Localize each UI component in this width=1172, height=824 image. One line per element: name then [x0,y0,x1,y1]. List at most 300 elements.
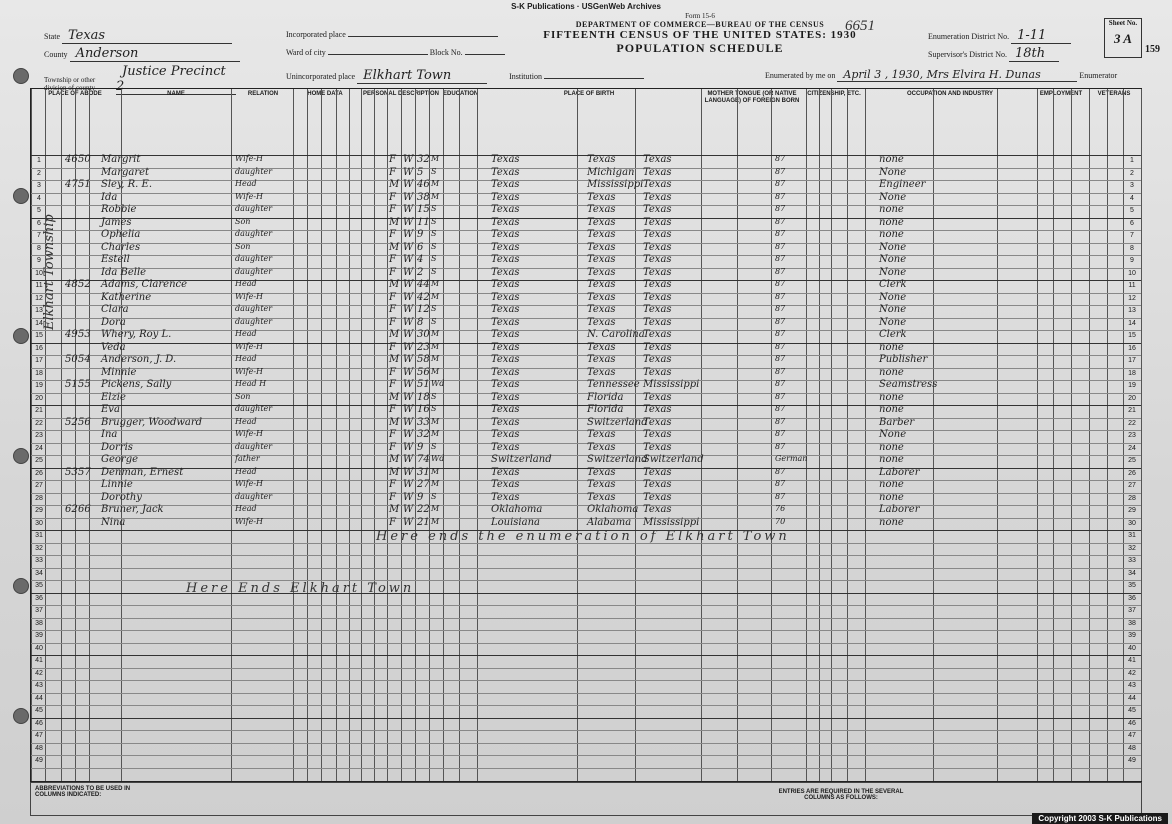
supervisor-label: Supervisor's District No. [928,50,1007,59]
cell-occupation: none [879,491,904,503]
grid-row-line [31,555,1141,556]
supervisor-value: 18th [1015,46,1046,61]
line-number: 40 [1128,644,1136,652]
cell-age: 21 [417,516,430,528]
cell-sex: M [389,241,400,253]
cell-code: 87 [775,291,786,301]
cell-birth: Oklahoma [491,504,543,515]
cell-name: Nina [101,516,126,528]
cell-race: W [403,404,414,415]
cell-mother: Texas [643,291,672,303]
cell-father: Tennessee [587,379,640,390]
cell-ms: S [431,304,437,313]
cell-father: Texas [587,266,616,278]
line-number: 38 [35,619,43,627]
group-veterans: VETERANS [1097,91,1131,97]
line-number: 16 [35,344,43,352]
grid-row-line [31,218,1141,219]
cell-birth: Texas [491,479,520,490]
hole-icon [13,708,29,724]
cell-father: Alabama [587,516,632,528]
cell-mother: Texas [643,491,672,503]
line-number: 27 [1128,482,1136,489]
cell-dwelling: 62 [65,504,78,515]
grid-row-line [31,505,1141,506]
cell-sex: F [389,229,396,240]
cell-age: 44 [417,279,430,290]
line-number: 4 [1130,194,1134,202]
line-number: 32 [35,544,43,552]
line-number: 13 [1128,307,1136,314]
line-number: 37 [1128,607,1136,614]
line-number: 22 [35,419,43,427]
cell-occupation: Laborer [879,466,920,478]
ward-field [286,48,505,57]
enum-district-field [928,28,1071,44]
cell-name: Sley, R. E. [101,179,153,190]
cell-code: 87 [775,404,786,413]
cell-ms: S [431,391,437,401]
line-number: 44 [35,694,43,702]
population-table [30,88,1142,782]
line-number: 34 [35,569,43,577]
line-number: 46 [35,719,43,727]
grid-row-line [31,468,1141,469]
cell-mother: Texas [643,179,672,190]
cell-dwelling: 48 [65,279,78,290]
cell-dwelling: 51 [65,379,78,390]
cell-ms: M [431,504,440,513]
cell-name: Dora [101,316,126,328]
grid-row-line [31,768,1141,769]
line-number: 19 [35,382,43,389]
cell-occupation: None [879,241,907,253]
line-number: 28 [35,494,43,502]
line-number: 23 [1128,432,1136,439]
cell-age: 38 [417,191,430,203]
grid-row-line [31,305,1141,306]
cell-race: W [403,216,414,228]
cell-family: 51 [78,179,91,190]
cell-father: Texas [587,254,616,265]
line-number: 1 [1130,157,1134,164]
cell-mother: Texas [643,429,672,440]
cell-ms: S [431,254,437,263]
cell-age: 58 [417,354,430,365]
cell-name: James [101,216,132,228]
institution-label: Institution [509,72,542,81]
grid-row-line [31,368,1141,369]
group-personal: PERSONAL DESCRIPTION [363,91,439,97]
cell-father: Texas [587,229,616,240]
cell-occupation: none [879,391,904,403]
cell-age: 30 [417,329,430,340]
group-place-of-birth: PLACE OF BIRTH [563,91,615,97]
line-number: 13 [35,307,43,314]
cell-family: 53 [78,329,91,340]
cell-birth: Louisiana [491,516,540,528]
cell-dwelling: 52 [65,416,78,428]
cell-occupation: none [879,154,904,165]
cell-ms: M [431,179,440,188]
cell-mother: Texas [643,504,672,515]
line-number: 47 [1128,732,1136,739]
cell-mother: Texas [643,341,672,353]
cell-ms: S [431,241,437,251]
cell-age: 2 [417,266,424,278]
cell-race: W [403,366,414,378]
cell-sex: M [389,454,400,465]
cell-mother: Texas [643,479,672,490]
cell-occupation: none [879,516,904,528]
cell-family: 56 [78,416,91,428]
cell-race: W [403,354,414,365]
line-number: 31 [35,532,43,539]
cell-race: W [403,279,414,290]
cell-birth: Texas [491,366,520,378]
cell-code: 87 [775,354,786,363]
line-number: 15 [35,332,43,339]
state-field [44,28,232,44]
grid-row-line [31,668,1141,669]
line-number: 48 [35,744,43,752]
cell-name: Anderson, J. D. [101,354,177,365]
enumerator-label: Enumerator [1079,71,1118,80]
cell-relation: Wife-H [235,429,264,438]
cell-age: 8 [417,316,424,328]
cell-relation: Wife-H [235,191,264,201]
cell-ms: M [431,354,440,363]
cell-age: 32 [417,154,430,165]
cell-father: Florida [587,391,624,403]
cell-birth: Texas [491,491,520,503]
grid-row-line [31,343,1141,344]
cell-family: 55 [78,379,91,390]
cell-family: 54 [78,354,91,365]
cell-sex: F [389,404,396,415]
cell-sex: F [389,304,396,315]
line-number: 42 [35,669,43,677]
cell-code: 87 [775,241,786,251]
sheet-number-box [1104,18,1142,58]
cell-race: W [403,341,414,353]
cell-dwelling: 49 [65,329,78,340]
cell-name: Robbie [101,204,137,215]
cell-age: 18 [417,391,430,403]
cell-race: W [403,291,414,303]
cell-sex: F [389,479,396,490]
grid-row-line [31,755,1141,756]
cell-mother: Texas [643,191,672,203]
grid-row-line [31,443,1141,444]
line-number: 7 [1130,232,1134,239]
line-number: 41 [35,657,43,664]
state-value: Texas [68,28,106,43]
cell-birth: Texas [491,229,520,240]
cell-sex: F [389,491,396,503]
cell-birth: Texas [491,204,520,215]
cell-code: 87 [775,316,786,326]
cell-race: W [403,241,414,253]
table-header [31,89,1141,156]
cell-age: 27 [417,479,430,490]
line-number: 10 [35,269,43,277]
line-number: 34 [1128,569,1136,577]
grid-row-line [31,730,1141,731]
cell-ms: M [431,329,440,338]
line-number: 10 [1128,269,1136,277]
line-number: 20 [35,394,43,402]
cell-sex: F [389,166,396,178]
cell-ms: M [431,479,440,488]
cell-sex: M [389,279,400,290]
line-number: 36 [1128,594,1136,602]
cell-occupation: none [879,404,904,415]
hole-icon [13,578,29,594]
cell-race: W [403,516,414,528]
grid-row-line [31,405,1141,406]
cell-ms: Wd [431,379,445,388]
cell-sex: F [389,316,396,328]
cell-age: 9 [417,229,424,240]
cell-race: W [403,479,414,490]
cell-mother: Texas [643,366,672,378]
cell-age: 32 [417,429,430,440]
group-place-of-abode: PLACE OF ABODE [48,91,102,97]
line-number: 9 [37,257,41,264]
line-number: 6 [37,219,41,227]
cell-sex: F [389,254,396,265]
line-number: 18 [35,369,43,377]
grid-row-line [31,380,1141,381]
cell-relation: Wife-H [235,516,264,526]
cell-code: 87 [775,216,786,226]
grid-row-line [31,480,1141,481]
cell-mother: Texas [643,304,672,315]
sheet-label: Sheet No. [1108,19,1138,27]
line-number: 12 [1128,294,1136,302]
group-name: NAME [167,91,185,97]
cell-relation: daughter [235,404,273,413]
grid-row-line [31,693,1141,694]
cell-father: Texas [587,466,616,478]
cell-occupation: None [879,191,907,203]
line-number: 2 [1130,169,1134,177]
county-field [44,46,240,62]
census-title-block [520,12,880,56]
line-number: 4 [37,194,41,202]
cell-age: 12 [417,304,430,315]
cell-relation: Wife-H [235,479,264,488]
cell-occupation: none [879,479,904,490]
cell-mother: Texas [643,391,672,403]
cell-sex: F [389,379,396,390]
grid-row-line [31,680,1141,681]
page-number: 159 [1145,44,1160,55]
line-number: 46 [1128,719,1136,727]
line-number: 20 [1128,394,1136,402]
cell-code: 87 [775,254,786,263]
cell-birth: Texas [491,429,520,440]
cell-mother: Texas [643,441,672,453]
cell-ms: S [431,229,437,238]
cell-age: 5 [417,166,424,178]
township-value: Justice Precinct 2 [116,64,226,94]
line-number: 17 [1128,357,1136,364]
cell-race: W [403,491,414,503]
line-number: 31 [1128,532,1136,539]
line-number: 21 [1128,407,1136,414]
cell-race: W [403,254,414,265]
line-number: 9 [1130,257,1134,264]
grid-row-line [31,743,1141,744]
sheet-value: 3 A [1114,31,1132,46]
cell-occupation: none [879,216,904,228]
line-number: 35 [1128,582,1136,589]
hole-icon [13,68,29,84]
unincorporated-value: Elkhart Town [363,68,452,83]
cell-family: 52 [78,279,91,290]
cell-code: 87 [775,154,786,163]
cell-ms: S [431,166,437,176]
cell-code: 70 [775,516,786,526]
cell-sex: M [389,354,400,365]
group-relation: RELATION [247,91,279,97]
cell-father: Switzerland [587,454,648,465]
cell-relation: daughter [235,316,273,326]
cell-birth: Texas [491,404,520,415]
line-number: 29 [1128,507,1136,514]
cell-birth: Texas [491,216,520,228]
cell-age: 4 [417,254,424,265]
cell-mother: Texas [643,416,672,428]
grid-row-line [31,630,1141,631]
line-number: 33 [1128,557,1136,564]
line-number: 26 [35,469,43,477]
cell-father: Florida [587,404,624,415]
cell-birth: Texas [491,416,520,428]
line-number: 22 [1128,419,1136,427]
grid-row-line [31,180,1141,181]
grid-row-line [31,518,1141,519]
line-number: 36 [35,594,43,602]
cell-name: Pickens, Sally [101,379,172,390]
cell-name: Minnie [101,366,137,378]
incorporated-field [286,30,498,39]
cell-code: 87 [775,479,786,488]
line-number: 25 [1128,457,1136,464]
group-occupation: OCCUPATION AND INDUSTRY [907,91,993,97]
cell-mother: Texas [643,404,672,415]
line-number: 38 [1128,619,1136,627]
line-number: 17 [35,357,43,364]
cell-name: Adams, Clarence [101,279,188,290]
cell-race: W [403,329,414,340]
enum-district-label: Enumeration District No. [928,32,1010,41]
cell-father: Texas [587,154,616,165]
cell-father: Mississippi [587,179,644,190]
line-number: 39 [35,632,43,639]
cell-mother: Texas [643,254,672,265]
line-number: 3 [37,182,41,189]
county-label: County [44,50,68,59]
line-number: 11 [35,282,43,289]
cell-ms: S [431,404,437,413]
cell-father: Texas [587,191,616,203]
cell-race: W [403,316,414,328]
cell-relation: Son [235,391,251,401]
cell-code: 87 [775,391,786,401]
block-label: Block No. [429,48,463,57]
cell-code: German [775,454,808,463]
cell-code: 87 [775,179,786,188]
cell-sex: M [389,504,400,515]
hole-icon [13,188,29,204]
unincorporated-field [286,68,644,84]
line-number: 30 [1128,519,1136,527]
cell-sex: F [389,441,396,453]
cell-occupation: None [879,304,907,315]
cell-sex: F [389,429,396,440]
cell-sex: F [389,291,396,303]
line-number: 14 [1128,319,1136,327]
line-number: 7 [37,232,41,239]
cell-sex: M [389,391,400,403]
cell-father: Texas [587,441,616,453]
cell-occupation: None [879,316,907,328]
line-number: 45 [1128,707,1136,714]
grid-row-line [31,293,1141,294]
cell-age: 42 [417,291,430,303]
cell-dwelling: 53 [65,466,78,478]
grid-row-line [31,393,1141,394]
cell-name: Ina [101,429,118,440]
cell-birth: Texas [491,241,520,253]
cell-occupation: none [879,366,904,378]
copyright-notice: Copyright 2003 S-K Publications [1032,813,1168,824]
cell-name: Eva [101,404,120,415]
grid-row-line [31,705,1141,706]
cell-birth: Texas [491,254,520,265]
cell-occupation: none [879,454,904,465]
cell-sex: M [389,416,400,428]
cell-name: Ophelia [101,229,141,240]
line-number: 14 [35,319,43,327]
cell-relation: Son [235,241,251,251]
footer-entries: ENTRIES ARE REQUIRED IN THE SEVERAL COLUMNS AS FOLLOWS: [778,789,904,801]
grid-row-line [31,430,1141,431]
cell-name: Margaret [101,166,150,178]
line-number: 3 [1130,182,1134,189]
cell-birth: Texas [491,466,520,478]
line-number: 24 [1128,444,1136,452]
cell-father: N. Carolina [587,329,645,340]
grid-row-line [31,455,1141,456]
cell-code: 87 [775,191,786,201]
line-number: 26 [1128,469,1136,477]
line-number: 5 [37,207,41,214]
cell-ms: S [431,266,437,276]
line-number: 15 [1128,332,1136,339]
group-employment: EMPLOYMENT [1039,91,1083,97]
cell-name: Estell [101,254,130,265]
cell-birth: Texas [491,191,520,203]
vertical-annotation: Elkhart Township [42,214,57,330]
cell-mother: Texas [643,204,672,215]
cell-ms: S [431,204,437,213]
cell-mother: Texas [643,466,672,478]
cell-sex: M [389,179,400,190]
